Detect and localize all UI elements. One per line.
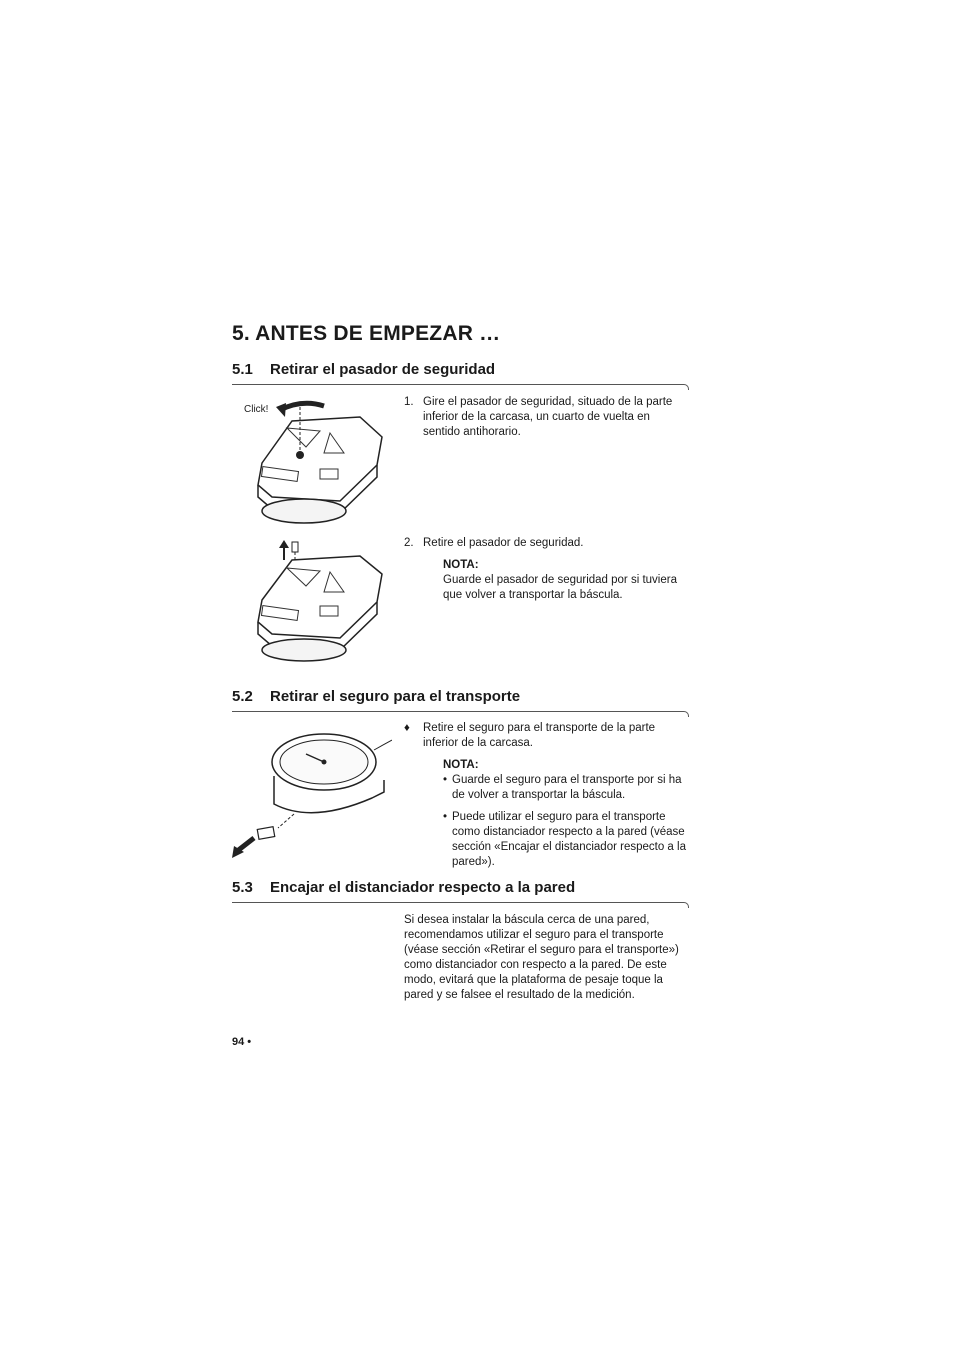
figure-remove-safety-pin (232, 538, 392, 672)
section-rule-end (683, 384, 689, 390)
paragraph-wall-spacer: Si desea instalar la báscula cerca de una pared, recomendamos utilizar el seguro para el transporte (véase sección «Retirar el seguro para el transporte») como distanciador con respecto a la pared. De este modo, evitará que la plataforma de pesaje toque la pared y se falsee el resultado de la medición. (404, 914, 679, 1001)
figure-transport-lock (232, 720, 392, 862)
note-title: NOTA: (443, 559, 479, 571)
section-title: Retirar el pasador de seguridad (270, 361, 496, 378)
figure-label-click: Click! (244, 404, 269, 415)
note-item: • Guarde el seguro para el transporte por si ha de volver a transportar la báscula. (443, 773, 693, 803)
section-rule-end (683, 711, 689, 717)
note-item: • Puede utilizar el seguro para el transporte como distanciador respecto a la pared (véase sección «Encajar el distanciador respecto a la pared»). (443, 810, 693, 870)
section-title: Encajar el distanciador respecto a la pared (270, 879, 576, 896)
step-1 (404, 395, 694, 440)
section-number: 5.2 (232, 688, 253, 705)
section-heading-5-2 (232, 688, 520, 705)
step-text: Retire el pasador de seguridad. (423, 537, 584, 549)
note-5-2 (443, 758, 693, 870)
section-heading-5-3 (232, 879, 575, 896)
chapter-title: 5. ANTES DE EMPEZAR … (232, 322, 501, 345)
step-number: 1. (404, 396, 414, 408)
section-rule (232, 902, 684, 903)
section-number: 5.3 (232, 879, 253, 896)
bullet-remove-lock (404, 721, 694, 751)
safety-pin-icon (296, 451, 304, 459)
section-rule (232, 711, 684, 712)
diamond-bullet-icon: ♦ (404, 722, 410, 734)
note-5-1 (443, 558, 693, 603)
section-heading-5-1 (232, 361, 495, 378)
note-title: NOTA: (443, 759, 479, 771)
section-number: 5.1 (232, 361, 253, 378)
transport-lock-icon (257, 827, 274, 840)
section-rule (232, 384, 684, 385)
page-number: 94 • (232, 1036, 252, 1048)
note-text: Guarde el pasador de seguridad por si tuviera que volver a transportar la báscula. (443, 574, 677, 601)
figure-turn-safety-pin (232, 393, 392, 531)
safety-pin-icon (292, 542, 298, 552)
bullet-text: Retire el seguro para el transporte de la parte inferior de la carcasa. (423, 722, 656, 749)
step-number: 2. (404, 537, 414, 549)
section-title: Retirar el seguro para el transporte (270, 688, 521, 705)
rotate-arrow-icon (280, 403, 324, 410)
section-rule-end (683, 902, 689, 908)
step-text: Gire el pasador de seguridad, situado de la parte inferior de la carcasa, un cuarto de vuelta en sentido antihorario. (423, 396, 673, 438)
step-2 (404, 536, 694, 551)
